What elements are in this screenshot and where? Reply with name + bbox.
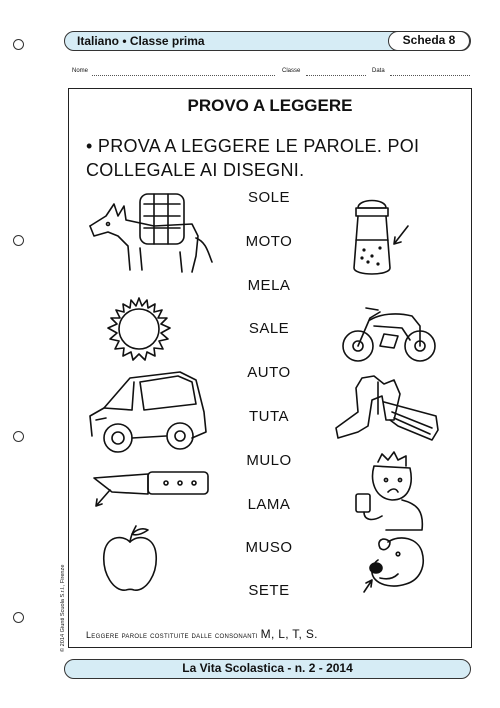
sheet-badge: Scheda 8 xyxy=(388,31,470,51)
instruction-line-2: COLLEGALE AI DISEGNI. xyxy=(86,160,305,180)
word-item: MOTO xyxy=(245,233,293,250)
word-item: MUSO xyxy=(245,539,293,556)
binder-hole xyxy=(13,612,24,623)
thirsty-child-icon xyxy=(352,450,432,534)
salt-shaker-icon xyxy=(346,190,422,280)
word-item: SETE xyxy=(248,582,290,599)
class-line[interactable] xyxy=(306,75,366,76)
date-line[interactable] xyxy=(390,75,470,76)
tracksuit-icon xyxy=(332,372,442,452)
footer-bar: La Vita Scolastica - n. 2 - 2014 xyxy=(64,659,471,679)
car-icon xyxy=(84,366,214,456)
dog-muzzle-icon xyxy=(360,534,430,596)
donkey-icon xyxy=(84,186,214,276)
binder-hole xyxy=(13,235,24,246)
copyright: © 2014 Giunti Scuola S.r.l., Firenze xyxy=(60,564,66,652)
page-title: PROVO A LEGGERE xyxy=(187,96,353,115)
knife-icon xyxy=(88,466,214,516)
name-line[interactable] xyxy=(92,75,275,76)
binder-hole xyxy=(13,39,24,50)
sun-icon xyxy=(100,296,178,362)
word-item: MELA xyxy=(247,277,291,294)
instruction xyxy=(86,134,466,182)
name-label: Nome xyxy=(72,68,89,74)
motorbike-icon xyxy=(340,296,440,366)
binder-hole xyxy=(13,431,24,442)
header-bar xyxy=(64,31,471,51)
date-label: Data xyxy=(372,68,385,74)
footnote-letters: M, L, T, S. xyxy=(260,627,318,641)
student-fields xyxy=(72,68,472,80)
footnote-text: Leggere parole costituite dalle consonanti xyxy=(86,630,258,640)
footnote xyxy=(86,627,318,641)
apple-icon xyxy=(98,524,162,596)
word-item: TUTA xyxy=(248,408,290,425)
class-label: Classe xyxy=(282,68,301,74)
word-item: SALE xyxy=(248,320,290,337)
word-item: SOLE xyxy=(247,189,291,206)
word-item: MULO xyxy=(246,452,292,469)
word-item: AUTO xyxy=(247,364,291,381)
word-item: LAMA xyxy=(247,496,291,513)
subject-label: Italiano • Classe prima xyxy=(77,34,205,48)
instruction-line-1: • PROVA A LEGGERE LE PAROLE. POI xyxy=(86,136,420,156)
